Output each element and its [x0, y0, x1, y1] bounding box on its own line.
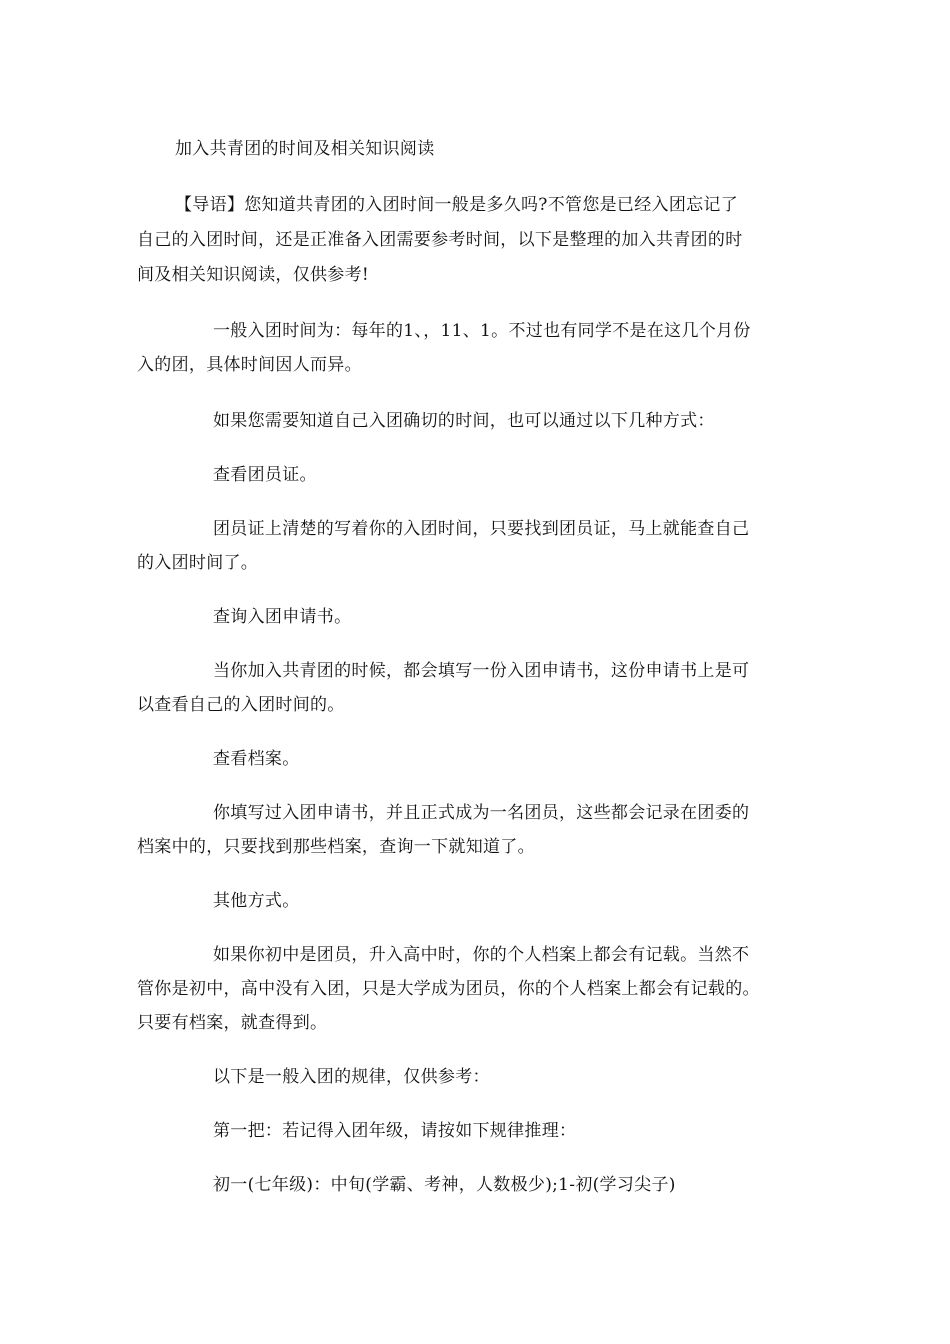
- heading-application: 查询入团申请书。: [213, 607, 352, 627]
- document-title: 加入共青团的时间及相关知识阅读: [175, 139, 435, 159]
- paragraph-6-line-1: 如果你初中是团员，升入高中时，你的个人档案上都会有记载。当然不: [213, 945, 750, 965]
- heading-member-card: 查看团员证。: [213, 465, 317, 485]
- paragraph-9: 初一(七年级)：中旬(学霸、考神，人数极少);1-初(学习尖子): [213, 1175, 676, 1195]
- paragraph-4-line-1: 当你加入共青团的时候，都会填写一份入团申请书，这份申请书上是可: [213, 661, 750, 681]
- paragraph-6-line-3: 只要有档案，就查得到。: [137, 1013, 328, 1033]
- paragraph-2: 如果您需要知道自己入团确切的时间，也可以通过以下几种方式：: [213, 411, 715, 431]
- paragraph-5-line-2: 档案中的，只要找到那些档案，查询一下就知道了。: [137, 837, 535, 857]
- intro-line-2: 自己的入团时间，还是正准备入团需要参考时间，以下是整理的加入共青团的时: [137, 230, 743, 250]
- paragraph-8: 第一把：若记得入团年级，请按如下规律推理：: [213, 1121, 577, 1141]
- intro-line-1: 【导语】您知道共青团的入团时间一般是多久吗?不管您是已经入团忘记了: [175, 195, 739, 215]
- intro-line-3: 间及相关知识阅读，仅供参考!: [137, 265, 370, 285]
- paragraph-5-line-1: 你填写过入团申请书，并且正式成为一名团员，这些都会记录在团委的: [213, 803, 750, 823]
- paragraph-6-line-2: 管你是初中，高中没有入团，只是大学成为团员，你的个人档案上都会有记载的。: [137, 979, 760, 999]
- paragraph-1-line-1: 一般入团时间为：每年的1、，11、1。不过也有同学不是在这几个月份: [213, 321, 751, 341]
- paragraph-1-line-2: 入的团，具体时间因人而异。: [137, 355, 362, 375]
- paragraph-7: 以下是一般入团的规律，仅供参考：: [213, 1067, 490, 1087]
- heading-other: 其他方式。: [213, 891, 300, 911]
- paragraph-3-line-2: 的入团时间了。: [137, 553, 259, 573]
- paragraph-3-line-1: 团员证上清楚的写着你的入团时间，只要找到团员证，马上就能查自己: [213, 519, 750, 539]
- heading-archive: 查看档案。: [213, 749, 300, 769]
- paragraph-4-line-2: 以查看自己的入团时间的。: [137, 695, 345, 715]
